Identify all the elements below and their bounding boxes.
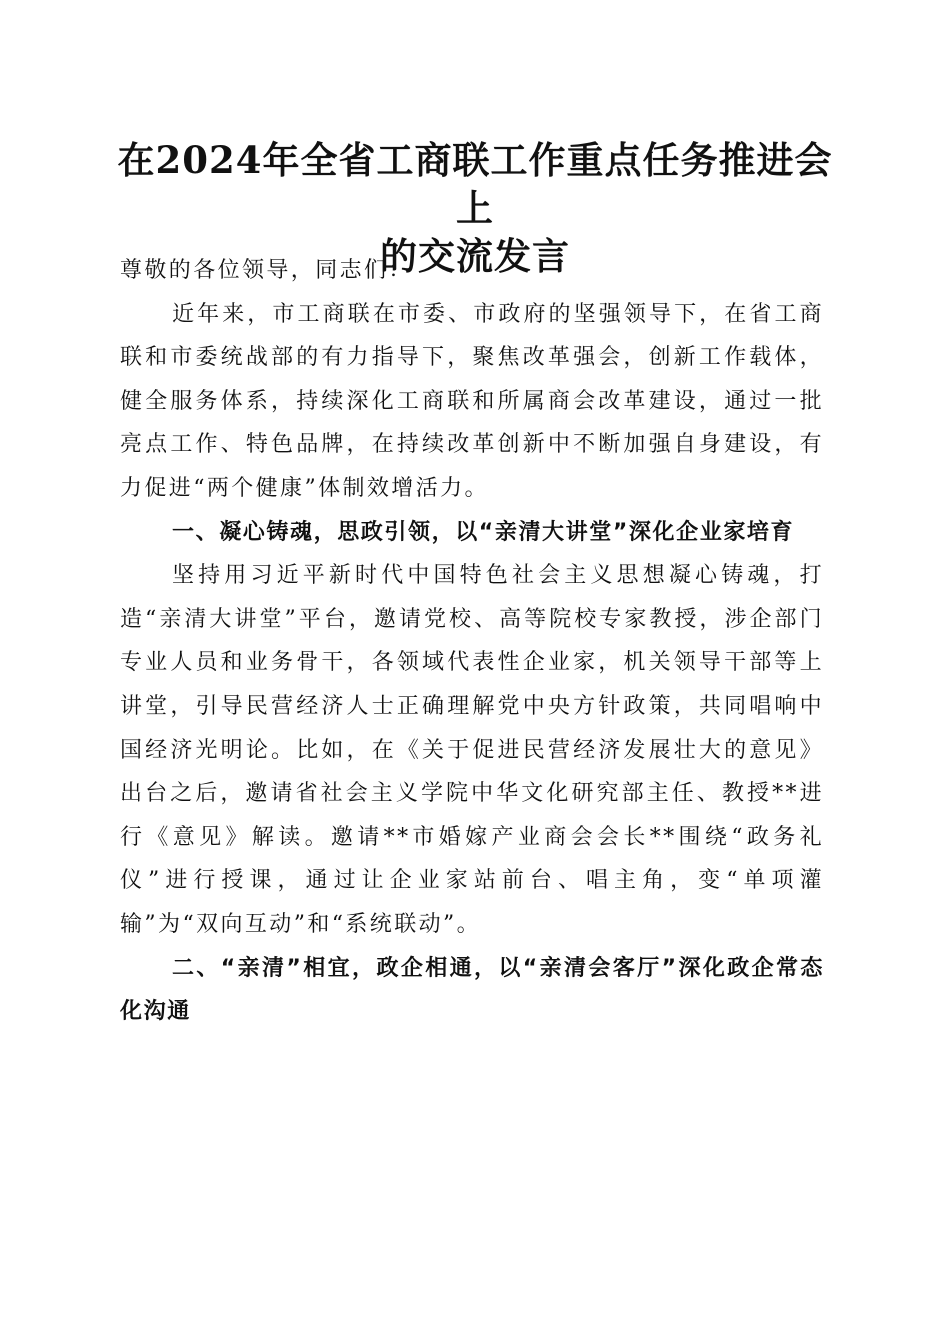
title-line-1: 在2024年全省工商联工作重点任务推进会上 <box>117 138 833 230</box>
section-1-paragraph: 坚持用习近平新时代中国特色社会主义思想凝心铸魂，打造“亲清大讲堂”平台，邀请党校、高等院校专家教授，涉企部门专业人员和业务骨干，各领域代表性企业家，机关领导干部等上讲堂，引导民营经济人士正确理解党中央方针政策，共同唱响中国经济光明论。比如，在《关于促进民营经济发展壮大的意见》出台之后，邀请省社会主义学院中华文化研究部主任、教授**进行《意见》解读。邀请**市婚嫁产业商会会长**围绕“政务礼仪”进行授课，通过让企业家站前台、唱主角，变“单项灌输”为“双向互动”和“系统联动”。 <box>120 563 824 937</box>
document-body <box>120 249 824 1034</box>
salutation: 尊敬的各位领导，同志们： <box>120 258 413 283</box>
intro-paragraph: 近年来，市工商联在市委、市政府的坚强领导下，在省工商联和市委统战部的有力指导下，聚焦改革强会，创新工作载体，健全服务体系，持续深化工商联和所属商会改革建设，通过一批亮点工作、特色品牌，在持续改革创新中不断加强自身建设，有力促进“两个健康”体制效增活力。 <box>120 301 824 501</box>
section-1-heading: 一、凝心铸魂，思政引领，以“亲清大讲堂”深化企业家培育 <box>172 519 795 545</box>
section-2-heading: 二、“亲清”相宜，政企相通，以“亲清会客厅”深化政企常态化沟通 <box>120 955 824 1025</box>
title-line-2: 的交流发言 <box>380 234 570 278</box>
